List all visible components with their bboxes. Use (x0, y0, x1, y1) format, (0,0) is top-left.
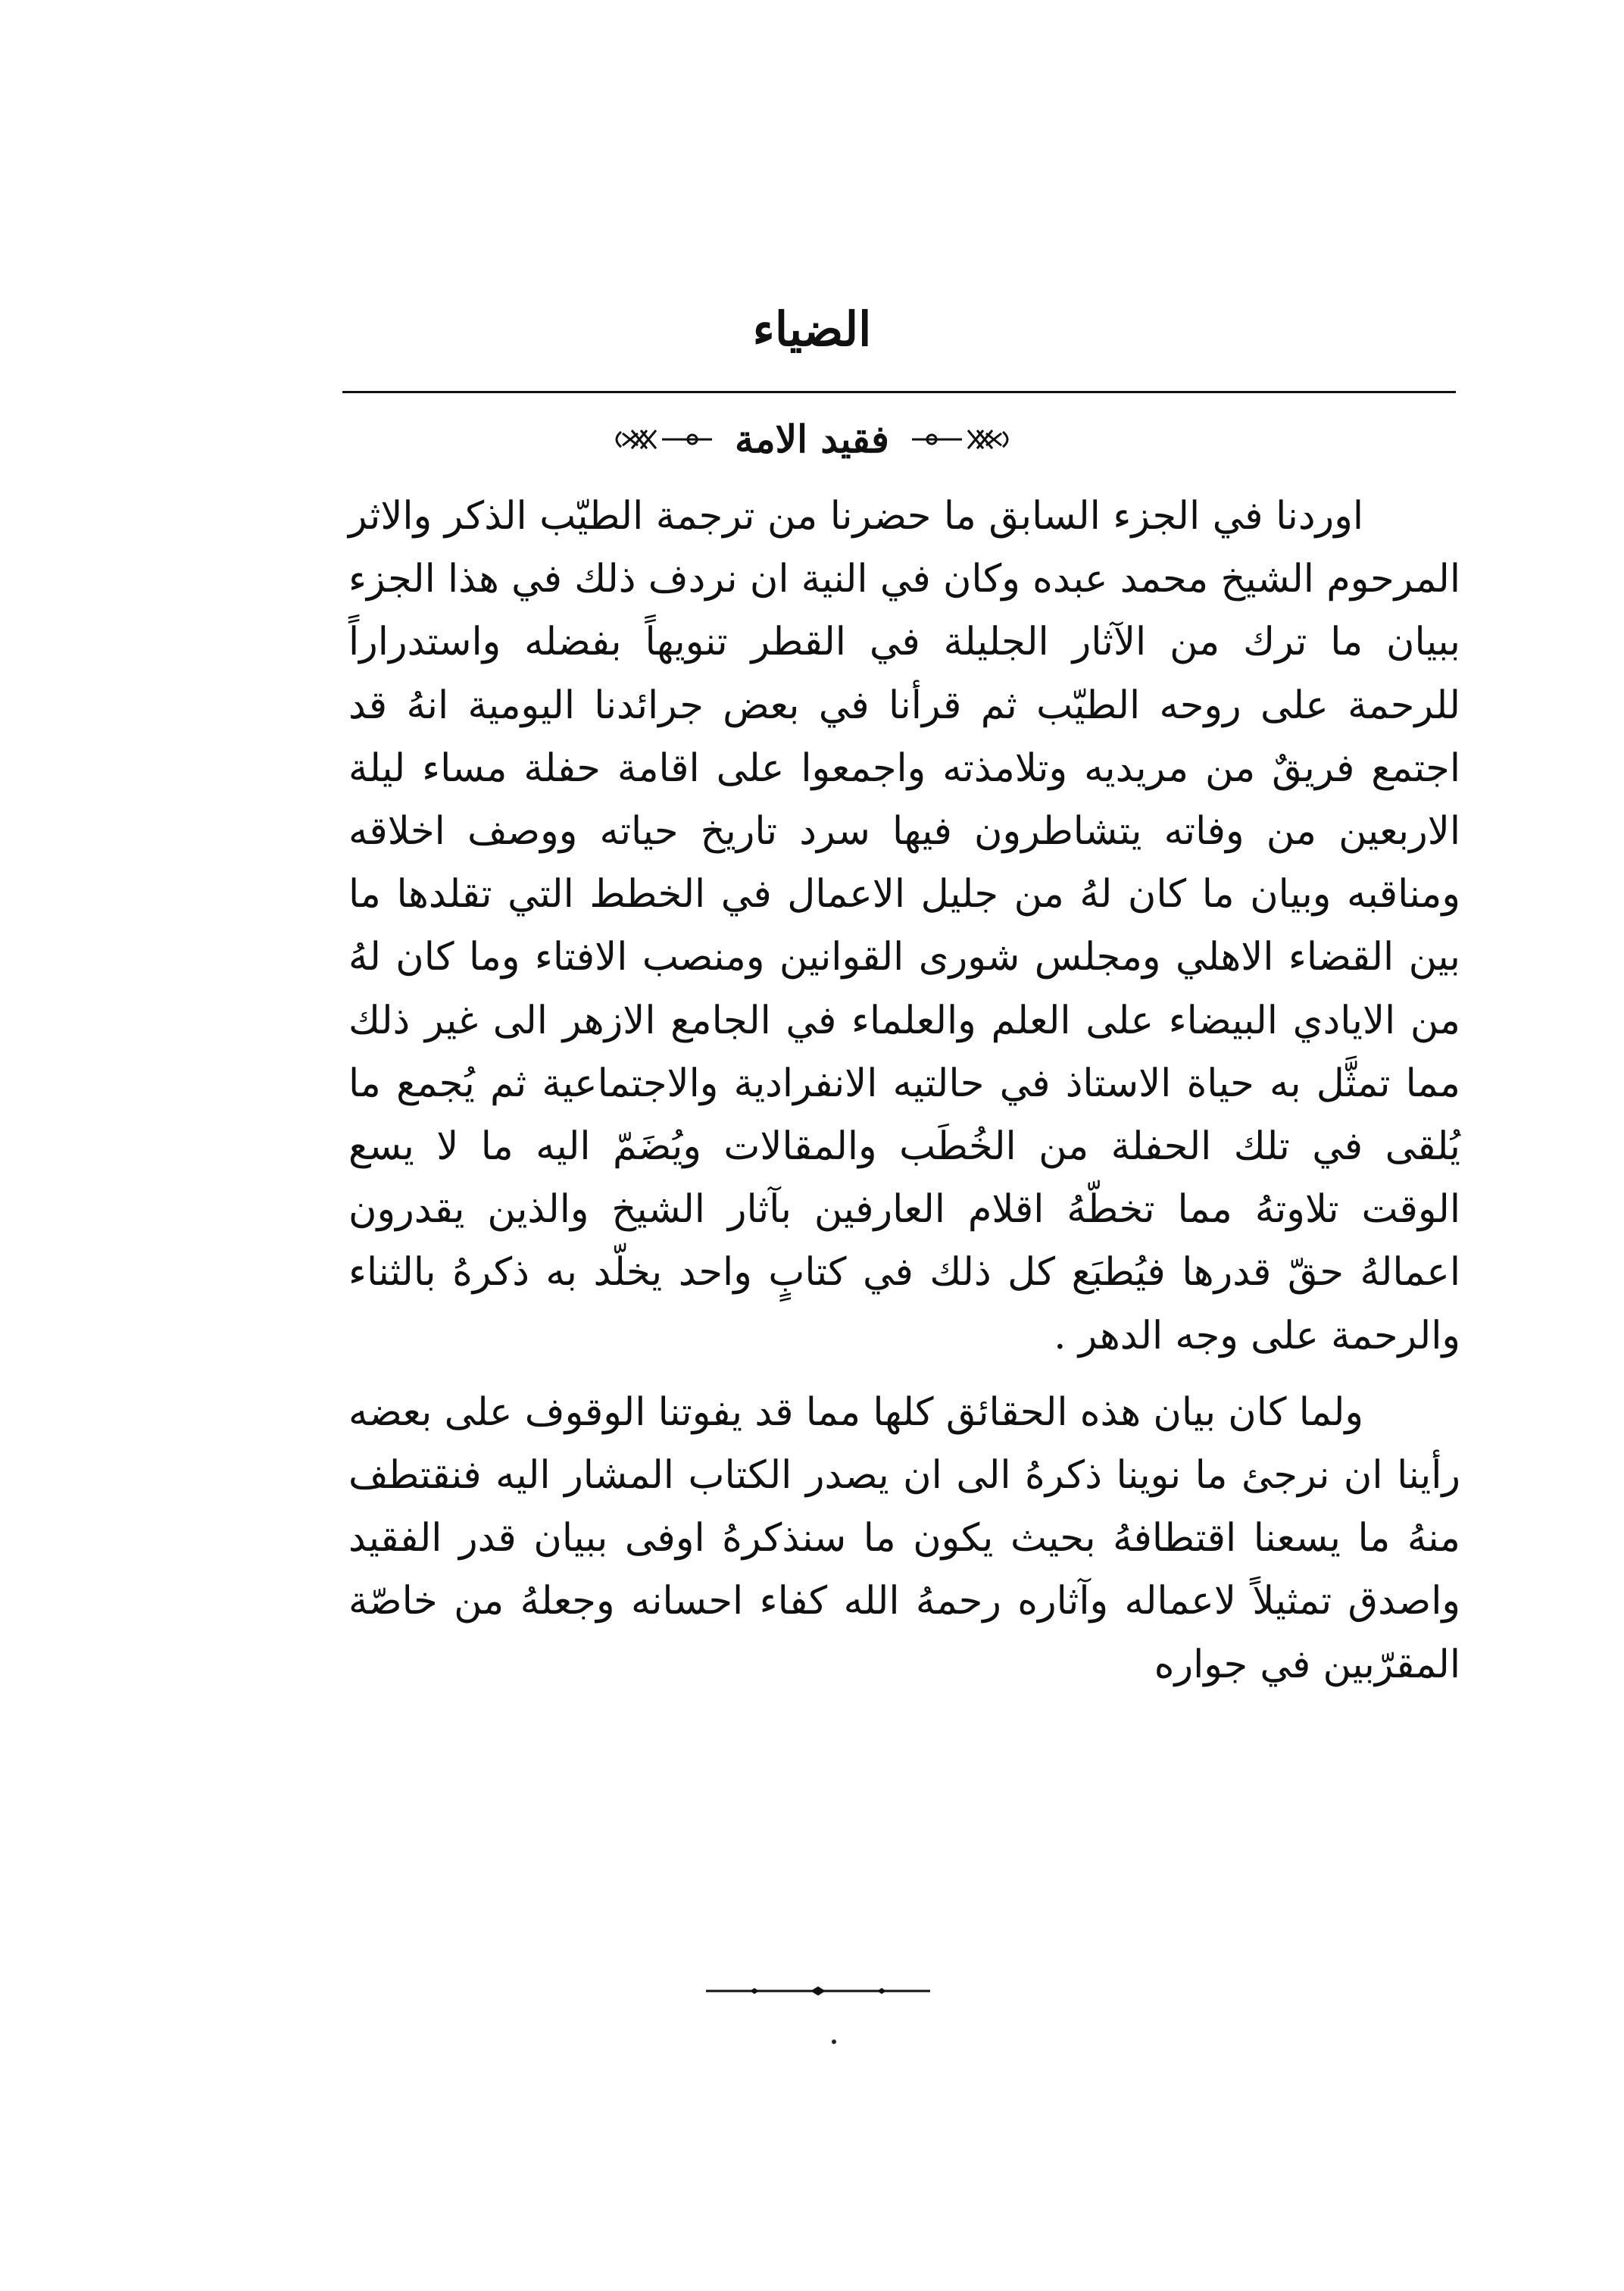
article-body (348, 485, 1460, 1696)
left-ornament-icon (609, 424, 715, 455)
article-heading-row (0, 409, 1624, 470)
page-mark (832, 2039, 836, 2044)
right-ornament-icon (909, 424, 1015, 455)
journal-title: الضياء (752, 302, 872, 357)
paragraph-2: ولما كان بيان هذه الحقائق كلها مما قد يفوتنا الوقوف على بعضه رأينا ان نرجئ ما نوينا ذكرهُ الى ان يصدر الكتاب المشار اليه فنقتطف منهُ ما يسعنا اقتطافهُ بحيث يكون ما سنذكرهُ اوفى ببيان قدر الفقيد واصدق تمثيلاً لاعماله وآثاره رحمهُ الله كفاء احسانه وجعلهُ من خاصّة المقرّبين في جواره (348, 1389, 1460, 1687)
end-ornament-icon (704, 1985, 932, 1997)
article-heading: فقيد الامة (735, 417, 889, 461)
header-rule (342, 391, 1456, 393)
paragraph-1: اوردنا في الجزء السابق ما حضرنا من ترجمة الطيّب الذكر والاثر المرحوم الشيخ محمد عبده وكان في النية ان نردف ذلك في هذا الجزء ببيان ما ترك من الآثار الجليلة في القطر تنويهاً بفضله واستدراراً للرحمة على روحه الطيّب ثم قرأنا في بعض جرائدنا اليومية انهُ قد اجتمع فريقٌ من مريديه وتلامذته واجمعوا على اقامة حفلة مساء ليلة الاربعين من وفاته يتشاطرون فيها سرد تاريخ حياته ووصف اخلاقه ومناقبه وبيان ما كان لهُ من جليل الاعمال في الخطط التي تقلدها ما بين القضاء الاهلي ومجلس شورى القوانين ومنصب الافتاء وما كان لهُ من الايادي البيضاء على العلم والعلماء في الجامع الازهر الى غير ذلك مما تمثَّل به حياة الاستاذ في حالتيه الانفرادية والاجتماعية ثم يُجمع ما يُلقى في تلك الحفلة من الخُطَب والمقالات ويُضَمّ اليه ما لا يسع الوقت تلاوتهُ مما تخطّهُ اقلام العارفين بآثار الشيخ والذين يقدرون اعمالهُ حقّ قدرها فيُطبَع كل ذلك في كتابٍ واحد يخلّد به ذكرهُ بالثناء والرحمة على وجه الدهر . (348, 494, 1460, 1358)
